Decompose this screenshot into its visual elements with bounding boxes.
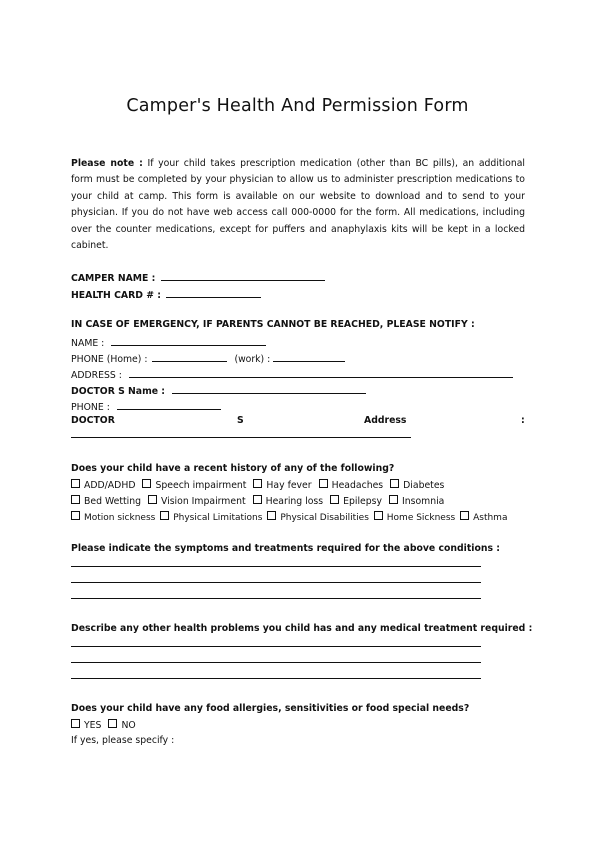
symptoms-answer-line[interactable] (71, 598, 481, 599)
condition-label: Physical Limitations (173, 512, 263, 523)
condition-option[interactable] (148, 496, 246, 507)
allergies-specify-label: If yes, please specify : (71, 735, 175, 746)
emergency-name-label: NAME : (71, 338, 105, 349)
checkbox[interactable] (253, 479, 262, 488)
condition-label: Physical Disabilities (280, 512, 369, 523)
emergency-address-field[interactable] (129, 367, 513, 378)
doctor-s-label: S (237, 415, 244, 426)
other-health-answer-line[interactable] (71, 662, 481, 663)
camper-name-label: CAMPER NAME : (71, 273, 156, 284)
condition-option[interactable] (71, 496, 141, 507)
condition-option[interactable] (71, 513, 155, 523)
condition-label: ADD/ADHD (84, 479, 136, 491)
doctor-phone-label: PHONE : (71, 402, 110, 413)
checkbox[interactable] (148, 495, 157, 504)
condition-label: Headaches (331, 479, 384, 491)
emergency-address-label: ADDRESS : (71, 370, 122, 381)
emergency-address-row (71, 367, 513, 381)
condition-option[interactable] (142, 480, 246, 491)
form-title: Camper's Health And Permission Form (126, 96, 469, 116)
checkbox[interactable] (389, 495, 398, 504)
symptoms-answer-line[interactable] (71, 566, 481, 567)
condition-label: Hay fever (266, 479, 312, 491)
yes-label: YES (84, 719, 102, 731)
checkbox[interactable] (108, 719, 117, 728)
condition-option[interactable] (71, 480, 135, 491)
condition-option[interactable] (160, 513, 262, 523)
doctor-name-field[interactable] (172, 383, 366, 394)
health-card-row (71, 287, 261, 301)
other-health-answer-line[interactable] (71, 678, 481, 679)
history-row-1 (71, 479, 448, 493)
condition-option[interactable] (460, 513, 507, 523)
phone-home-field[interactable] (152, 351, 227, 362)
emergency-name-row (71, 335, 266, 349)
allergies-question: Does your child have any food allergies, sensitivities or food special needs? (71, 703, 470, 714)
no-option[interactable] (108, 720, 135, 731)
condition-option[interactable] (330, 496, 382, 507)
condition-option[interactable] (389, 496, 444, 507)
yes-option[interactable] (71, 720, 101, 731)
condition-option[interactable] (374, 513, 455, 523)
condition-label: Bed Wetting (84, 495, 141, 507)
condition-label: Home Sickness (386, 512, 456, 523)
health-card-field[interactable] (166, 287, 261, 298)
phone-work-field[interactable] (273, 351, 345, 362)
doctor-phone-field[interactable] (117, 399, 221, 410)
checkbox[interactable] (319, 479, 328, 488)
checkbox[interactable] (71, 479, 80, 488)
emergency-name-field[interactable] (111, 335, 266, 346)
note-text: If your child takes prescription medication (other than BC pills), an additional form must be completed by your physician to allow us to administer prescription medications to your child at camp. This form is available on our website to download and to send to your physician. If you do not have web access call 000-0000 for the form. All medications, including over the counter medications, except for puffers and anaphylaxis kits will be kept in a locked cabinet. (71, 158, 525, 252)
history-question: Does your child have a recent history of any of the following? (71, 463, 395, 474)
checkbox[interactable] (142, 479, 151, 488)
history-row-2 (71, 495, 448, 509)
emergency-phone-row (71, 351, 345, 365)
condition-label: Asthma (473, 512, 508, 523)
condition-option[interactable] (390, 480, 444, 491)
doctor-address-colon: : (521, 415, 525, 426)
health-card-label: HEALTH CARD # : (71, 290, 161, 301)
condition-option[interactable] (319, 480, 384, 491)
condition-option[interactable] (253, 480, 311, 491)
other-health-answer-line[interactable] (71, 646, 481, 647)
checkbox[interactable] (330, 495, 339, 504)
doctor-label: DOCTOR (71, 415, 115, 426)
doctor-address-field[interactable] (71, 437, 411, 438)
other-health-question: Describe any other health problems you child has and any medical treatment required : (71, 623, 533, 634)
condition-option[interactable] (267, 513, 369, 523)
checkbox[interactable] (71, 719, 80, 728)
condition-label: Diabetes (403, 479, 445, 491)
condition-label: Vision Impairment (160, 495, 246, 507)
condition-label: Motion sickness (84, 512, 156, 523)
condition-label: Insomnia (401, 495, 445, 507)
checkbox[interactable] (160, 511, 169, 520)
phone-home-label: PHONE (Home) : (71, 354, 148, 365)
doctor-name-row (71, 383, 366, 397)
allergies-options-row (71, 719, 140, 733)
checkbox[interactable] (267, 511, 276, 520)
condition-label: Epilepsy (343, 495, 383, 507)
symptoms-question: Please indicate the symptoms and treatments required for the above conditions : (71, 543, 500, 554)
note-label: Please note : (71, 158, 143, 169)
note-paragraph (71, 156, 525, 254)
camper-name-field[interactable] (161, 270, 325, 281)
checkbox[interactable] (390, 479, 399, 488)
doctor-phone-row (71, 399, 221, 413)
condition-label: Speech impairment (155, 479, 247, 491)
no-label: NO (121, 719, 136, 731)
condition-option[interactable] (253, 496, 324, 507)
emergency-heading: IN CASE OF EMERGENCY, IF PARENTS CANNOT BE REACHED, PLEASE NOTIFY : (71, 319, 475, 330)
checkbox[interactable] (374, 511, 383, 520)
doctor-name-label: DOCTOR S Name : (71, 386, 166, 397)
condition-label: Hearing loss (265, 495, 324, 507)
checkbox[interactable] (460, 511, 469, 520)
camper-name-row (71, 270, 325, 284)
phone-work-label: (work) : (234, 354, 271, 365)
checkbox[interactable] (253, 495, 262, 504)
doctor-address-label: Address (364, 415, 407, 426)
symptoms-answer-line[interactable] (71, 582, 481, 583)
history-row-3 (71, 511, 507, 525)
doctor-address-row (71, 415, 525, 429)
checkbox[interactable] (71, 495, 80, 504)
checkbox[interactable] (71, 511, 80, 520)
